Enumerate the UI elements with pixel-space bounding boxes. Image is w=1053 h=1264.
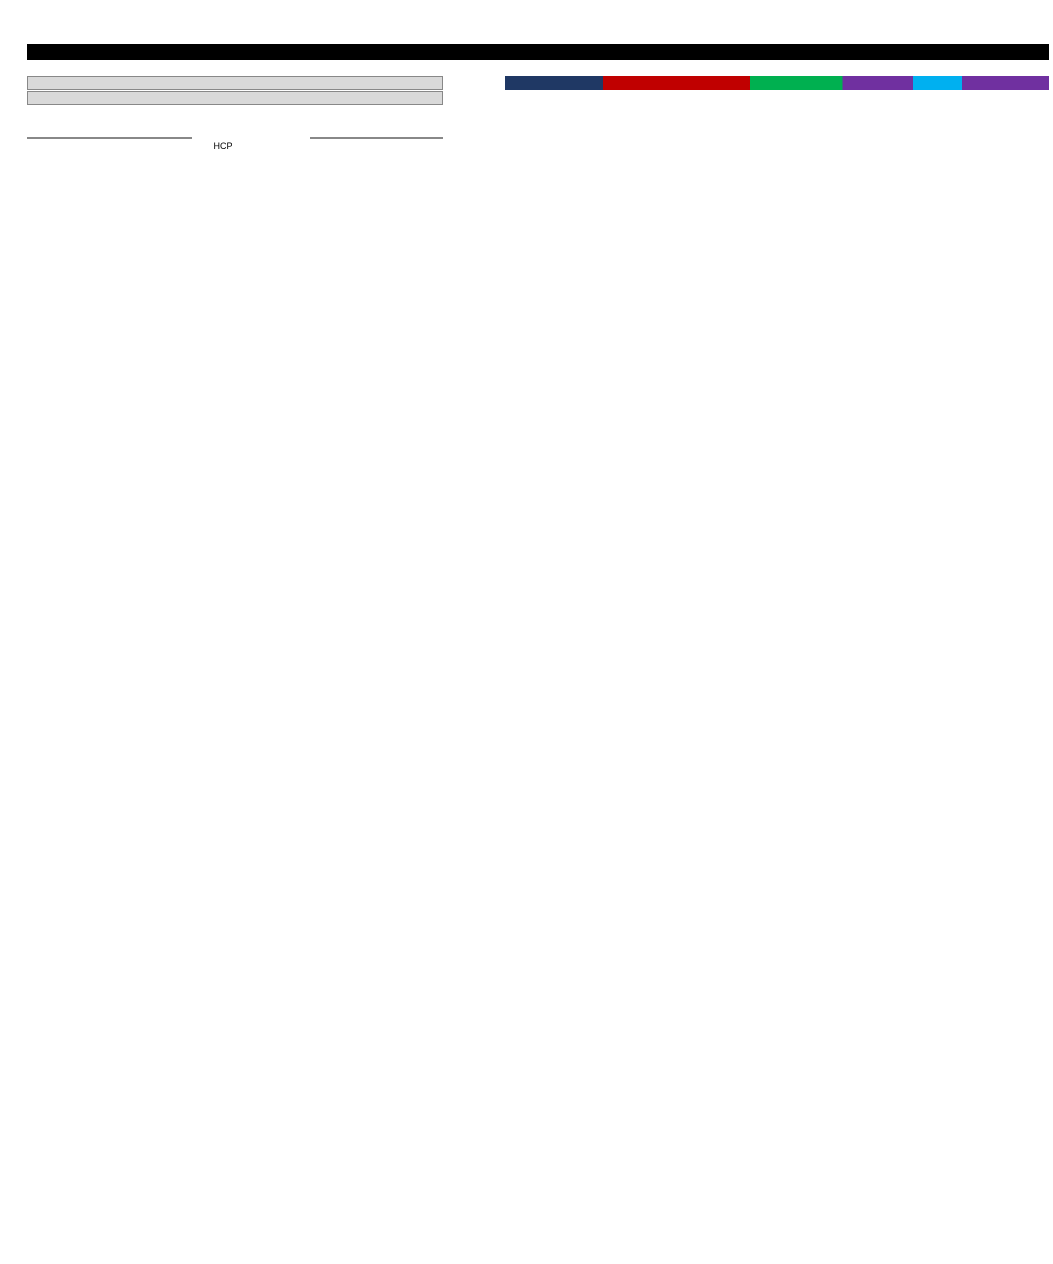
prizes-note — [27, 137, 192, 139]
qualify-note-2 — [27, 91, 443, 105]
hcp-avg-header: HCP — [213, 141, 233, 151]
best2-header — [241, 140, 279, 152]
chipins-note — [172, 60, 512, 74]
low-scratch-banner — [505, 76, 1049, 90]
qualify-note-1 — [27, 76, 443, 90]
playoffs-note — [310, 137, 443, 139]
league-banner — [27, 44, 1049, 60]
week-columns-header — [505, 92, 1049, 164]
sheet-header — [282, 140, 312, 152]
birdies-note — [534, 60, 904, 74]
